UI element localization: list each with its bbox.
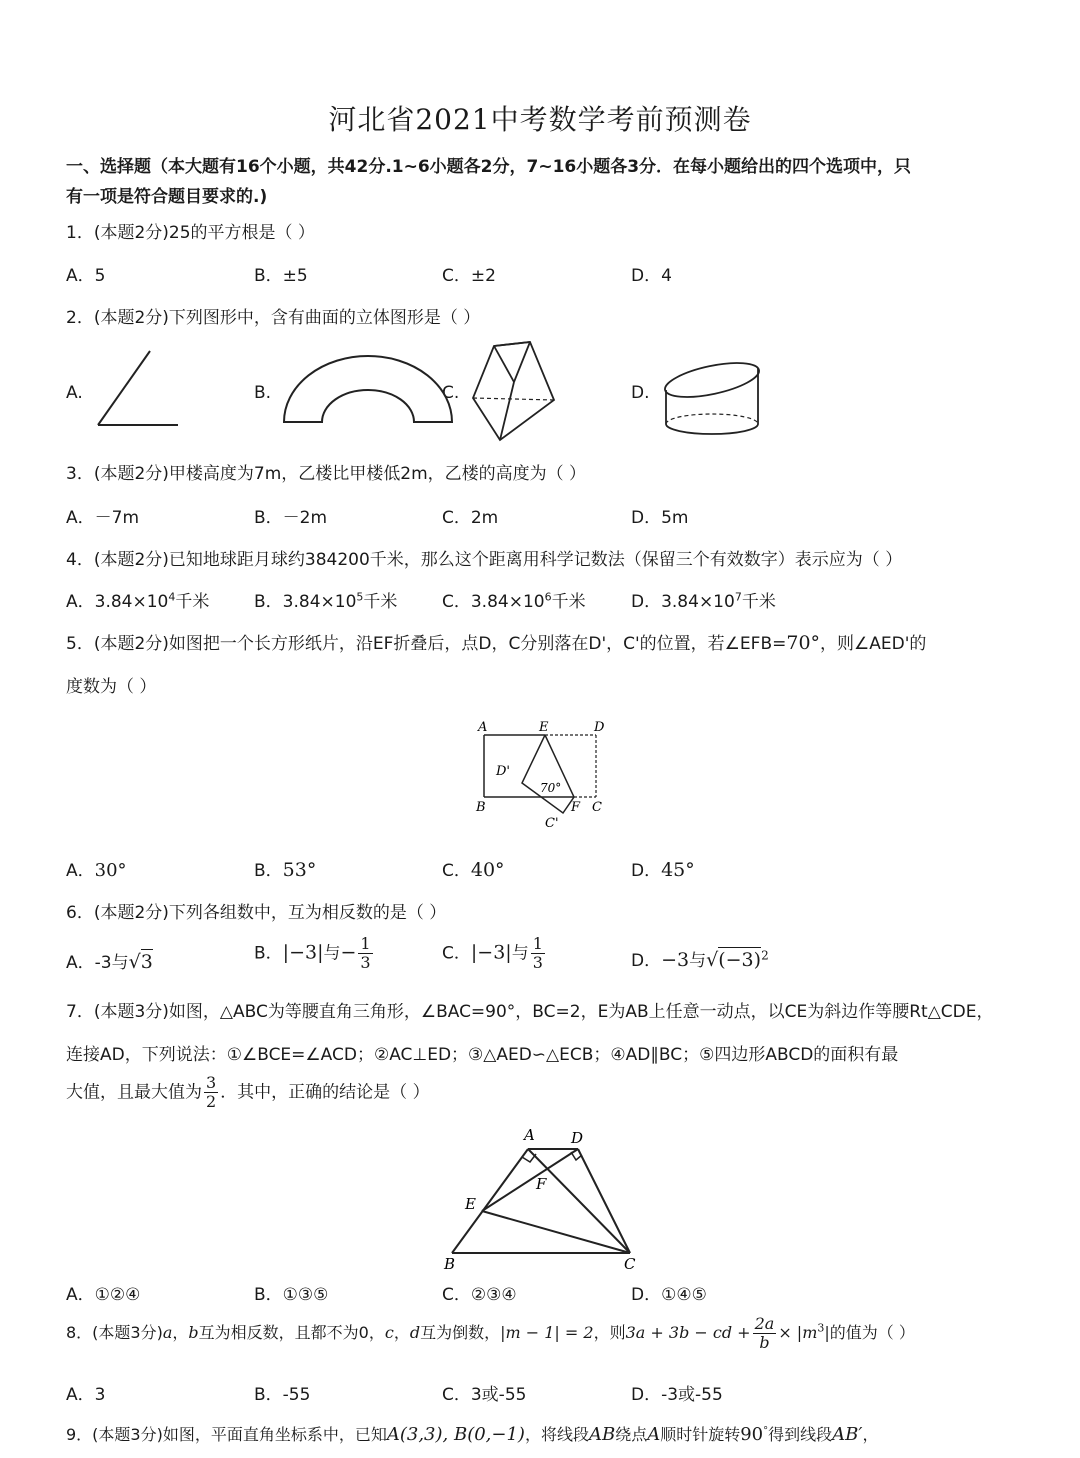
q3-option-a: A．－7m [66,508,140,528]
q5-label-c-prime: C' [545,816,559,831]
q7-figure-triangle [440,1125,650,1273]
q2-figure-polyhedron [468,338,563,444]
q5-label-a: A [478,720,488,735]
q8-option-d: D．-3或-55 [631,1385,723,1405]
q4-option-a: A．$3.84\times 10^4$千米 [66,590,210,612]
question-4-text: 4．(本题2分)已知地球距月球约384200千米，那么这个距离用科学记数法（保留三个有效数字）表示应为（ ） [66,550,903,570]
q5-label-b: B [476,800,486,815]
question-5-text: 5．(本题2分)如图把一个长方形纸片，沿EF折叠后，点D，C分别落在D'，C'的位置，若∠EFB=70°，则∠AED'的 [66,632,927,654]
q7-option-a: A．①②④ [66,1285,141,1305]
q7-label-e: E [465,1195,476,1213]
q7-option-b: B．①③⑤ [254,1285,329,1305]
q6-option-b: B．|−3|与− $\frac{1}{3}$ [254,934,371,972]
question-8-text: 8．(本题3分)a，b互为相反数，且都不为0，c，d互为倒数，|m − 1| = 2，则3a + 3b − cd + $\frac{2a}{b}$ × $|m^3|$的值为（ ） [66,1314,915,1352]
q8-option-a: A．3 [66,1385,106,1405]
q8-option-b: B．-55 [254,1385,311,1405]
question-7-line1: 7．(本题3分)如图，△ABC为等腰直角三角形，∠BAC=90°，BC=2，E为AB上任意一动点，以CE为斜边作等腰Rt△CDE， [66,1002,994,1022]
q7-label-b: B [444,1255,456,1273]
question-3-text: 3．(本题2分)甲楼高度为7m，乙楼比甲楼低2m，乙楼的高度为（ ） [66,464,587,484]
q4-option-d: D．$3.84\times 10^7$千米 [631,590,776,612]
q5-option-d: D．45° [631,859,695,881]
q3-option-c: C．2m [442,508,499,528]
q6-option-c: C．|−3|与 $\frac{1}{3}$ [442,934,543,972]
q1-option-a: A．5 [66,266,106,286]
q5-label-d-prime: D' [496,764,510,779]
q2-option-d: D. [631,383,650,403]
q5-option-a: A．30° [66,860,127,881]
q5-label-angle: 70° [540,781,562,795]
q5-option-b: B．53° [254,859,317,881]
q2-figure-semi-annulus [278,350,458,430]
question-6-text: 6．(本题2分)下列各组数中，互为相反数的是（ ） [66,903,447,923]
q1-option-b: B．±5 [254,266,308,286]
q4-option-b: B．$3.84\times 10^5$千米 [254,590,398,612]
question-7-line2: 连接AD，下列说法：①∠BCE=∠ACD；②AC⊥ED；③△AED∽△ECB；④AD∥BC；⑤四边形ABCD的面积有最 [66,1045,899,1065]
question-9-text: 9．(本题3分)如图，平面直角坐标系中，已知A(3,3), B(0,−1)，将线段AB绕点A顺时针旋转90°得到线段AB′， [66,1424,879,1445]
question-7-line3: 大值，且最大值为 $\frac{3}{2}$ ．其中，正确的结论是（ ） [66,1073,430,1111]
q5-label-d: D [594,720,605,735]
q2-option-b: B. [254,383,272,403]
q2-option-a: A. [66,383,83,403]
q5-label-c: C [592,800,602,815]
q1-option-d: D．4 [631,266,672,286]
q3-option-d: D．5m [631,508,689,528]
q7-label-a: A [524,1126,535,1144]
q7-option-c: C．②③④ [442,1285,517,1305]
q3-option-b: B．－2m [254,508,328,528]
q6-option-a: A．-3与√3 [66,951,153,973]
q7-label-f: F [536,1175,547,1193]
q2-figure-cut-cylinder [660,348,765,438]
question-1-text: 1．(本题2分)25的平方根是（ ） [66,223,315,243]
q2-figure-angle [90,345,185,435]
q7-label-d: D [571,1129,584,1147]
q5-label-f: F [571,800,581,815]
section-header-line1: 一、选择题（本大题有16个小题，共42分.1~6小题各2分，7~16小题各3分．在每小题给出的四个选项中，只 [66,157,912,177]
question-5-text-line2: 度数为（ ） [66,677,157,697]
q1-option-c: C．±2 [442,266,496,286]
q2-option-c: C. [442,383,460,403]
q7-label-c: C [624,1255,636,1273]
q8-option-c: C．3或-55 [442,1385,527,1405]
section-header-line2: 有一项是符合题目要求的.) [66,187,268,207]
q4-option-c: C．$3.84\times 10^6$千米 [442,590,586,612]
page-title: 河北省2021中考数学考前预测卷 [328,103,752,136]
q5-option-c: C．40° [442,859,505,881]
q6-option-d: D．−3与$√(-3)^2$ [631,948,769,971]
q5-label-e: E [539,720,549,735]
q5-figure-folded-rectangle [470,715,615,833]
q7-option-d: D．①④⑤ [631,1285,707,1305]
question-2-text: 2．(本题2分)下列图形中，含有曲面的立体图形是（ ） [66,308,481,328]
